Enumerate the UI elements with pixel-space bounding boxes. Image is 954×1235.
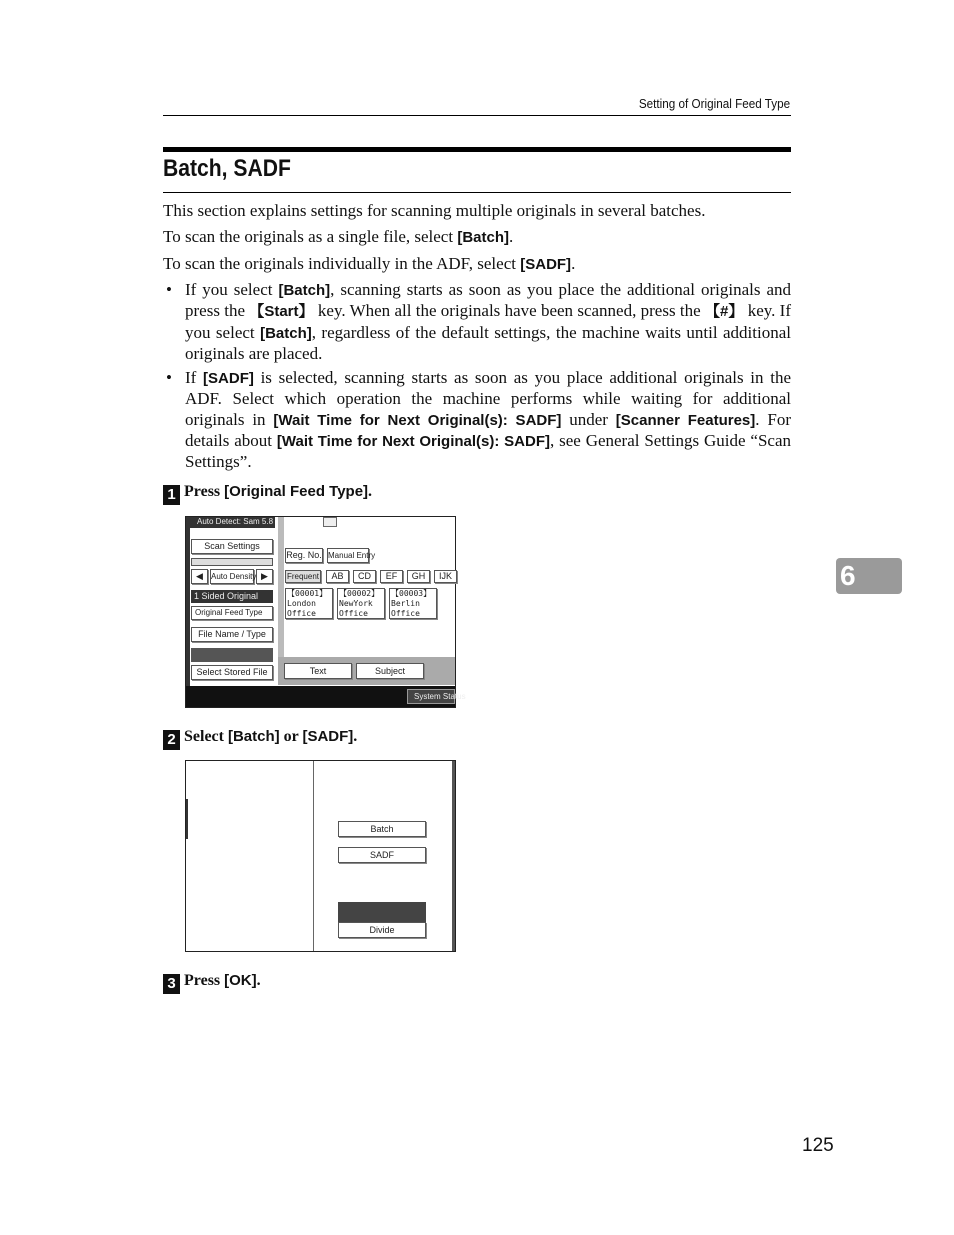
blank-dark-button xyxy=(338,902,426,922)
divide-button[interactable]: Divide xyxy=(338,922,426,938)
step-2: 2 Select [Batch] or [SADF]. xyxy=(163,728,357,750)
tab-gh[interactable]: GH xyxy=(407,570,430,583)
bullet-sadf: • If [SADF] is selected, scanning starts as soon as you place additional originals in the ADF. Select which operation the machine performs while waiting for additional originals in [Wait Time for Next Original(s): SADF] under [Scanner Features]. For details about [Wait Time for Next Original(s): SADF], see General Settings Guide “Scan Settings”. xyxy=(166,368,792,472)
density-right-arrow[interactable]: ▶ xyxy=(256,569,273,584)
running-header: Setting of Original Feed Type xyxy=(638,96,790,111)
step-number-badge: 3 xyxy=(163,974,180,994)
title-bar xyxy=(163,147,791,152)
destination-newyork[interactable]: 【00002】 NewYork Office xyxy=(337,588,385,619)
step-1: 1 Press [Original Feed Type]. xyxy=(163,483,372,505)
bullet-dot: • xyxy=(166,368,172,387)
left-marker-bottom xyxy=(186,821,188,839)
density-slider[interactable] xyxy=(191,558,273,566)
select-stored-file-button[interactable]: Select Stored File xyxy=(191,665,273,680)
scan-settings-button[interactable]: Scan Settings xyxy=(191,539,273,554)
subject-button[interactable]: Subject xyxy=(356,663,424,679)
tab-ijk[interactable]: IJK xyxy=(434,570,457,583)
tab-ef[interactable]: EF xyxy=(380,570,403,583)
reg-no-button[interactable]: Reg. No. xyxy=(285,548,323,563)
destination-london[interactable]: 【00001】 London Office xyxy=(285,588,333,619)
bullet-dot: • xyxy=(166,280,172,299)
title-rule xyxy=(163,192,791,193)
density-left-arrow[interactable]: ◀ xyxy=(191,569,208,584)
page-number: 125 xyxy=(802,1135,834,1156)
file-name-type-button[interactable]: File Name / Type xyxy=(191,627,273,642)
original-feed-type-button[interactable]: Original Feed Type xyxy=(191,606,273,620)
intro-paragraph-1: This section explains settings for scanning multiple originals in several batches. xyxy=(163,201,706,220)
intro-paragraph-3: To scan the originals individually in the ADF, select [SADF]. xyxy=(163,254,576,273)
feed-type-screen xyxy=(185,760,456,952)
scanner-icon xyxy=(323,517,337,527)
step-number-badge: 2 xyxy=(163,730,180,750)
system-status-button[interactable]: System Status xyxy=(407,689,455,704)
panel-divider xyxy=(278,517,284,657)
chapter-tab: 6 xyxy=(836,558,902,594)
screen-divider xyxy=(313,761,314,951)
batch-button[interactable]: Batch xyxy=(338,821,426,837)
manual-entry-button[interactable]: Manual Entry xyxy=(327,548,369,563)
sided-original-button[interactable]: 1 Sided Original xyxy=(191,590,273,603)
header-rule xyxy=(163,115,791,116)
step-number-badge: 1 xyxy=(163,485,180,505)
auto-detect-status: Auto Detect: Sam 5.8 xyxy=(189,517,275,528)
destination-berlin[interactable]: 【00003】 Berlin Office xyxy=(389,588,437,619)
left-marker-top xyxy=(186,799,188,823)
tab-cd[interactable]: CD xyxy=(353,570,376,583)
auto-density-button[interactable]: Auto Density xyxy=(210,569,254,584)
text-button[interactable]: Text xyxy=(284,663,352,679)
scanner-main-screen xyxy=(185,516,466,708)
left-edge-bar xyxy=(186,517,190,687)
bullet-batch: • If you select [Batch], scanning starts as soon as you place the additional originals and press the 【Start】 key. When all the originals have been scanned, press the 【#】 key. If you select [Batch], regardless of the default settings, the machine waits until additional originals are placed. xyxy=(166,280,792,363)
intro-paragraph-2: To scan the originals as a single file, select [Batch]. xyxy=(163,227,514,246)
tab-frequent[interactable]: Frequent xyxy=(286,572,320,581)
step-3: 3 Press [OK]. xyxy=(163,972,261,994)
blank-dark-button xyxy=(191,648,273,662)
right-edge xyxy=(452,761,455,951)
tab-ab[interactable]: AB xyxy=(326,570,349,583)
section-title: Batch, SADF xyxy=(163,155,291,182)
sadf-button[interactable]: SADF xyxy=(338,847,426,863)
